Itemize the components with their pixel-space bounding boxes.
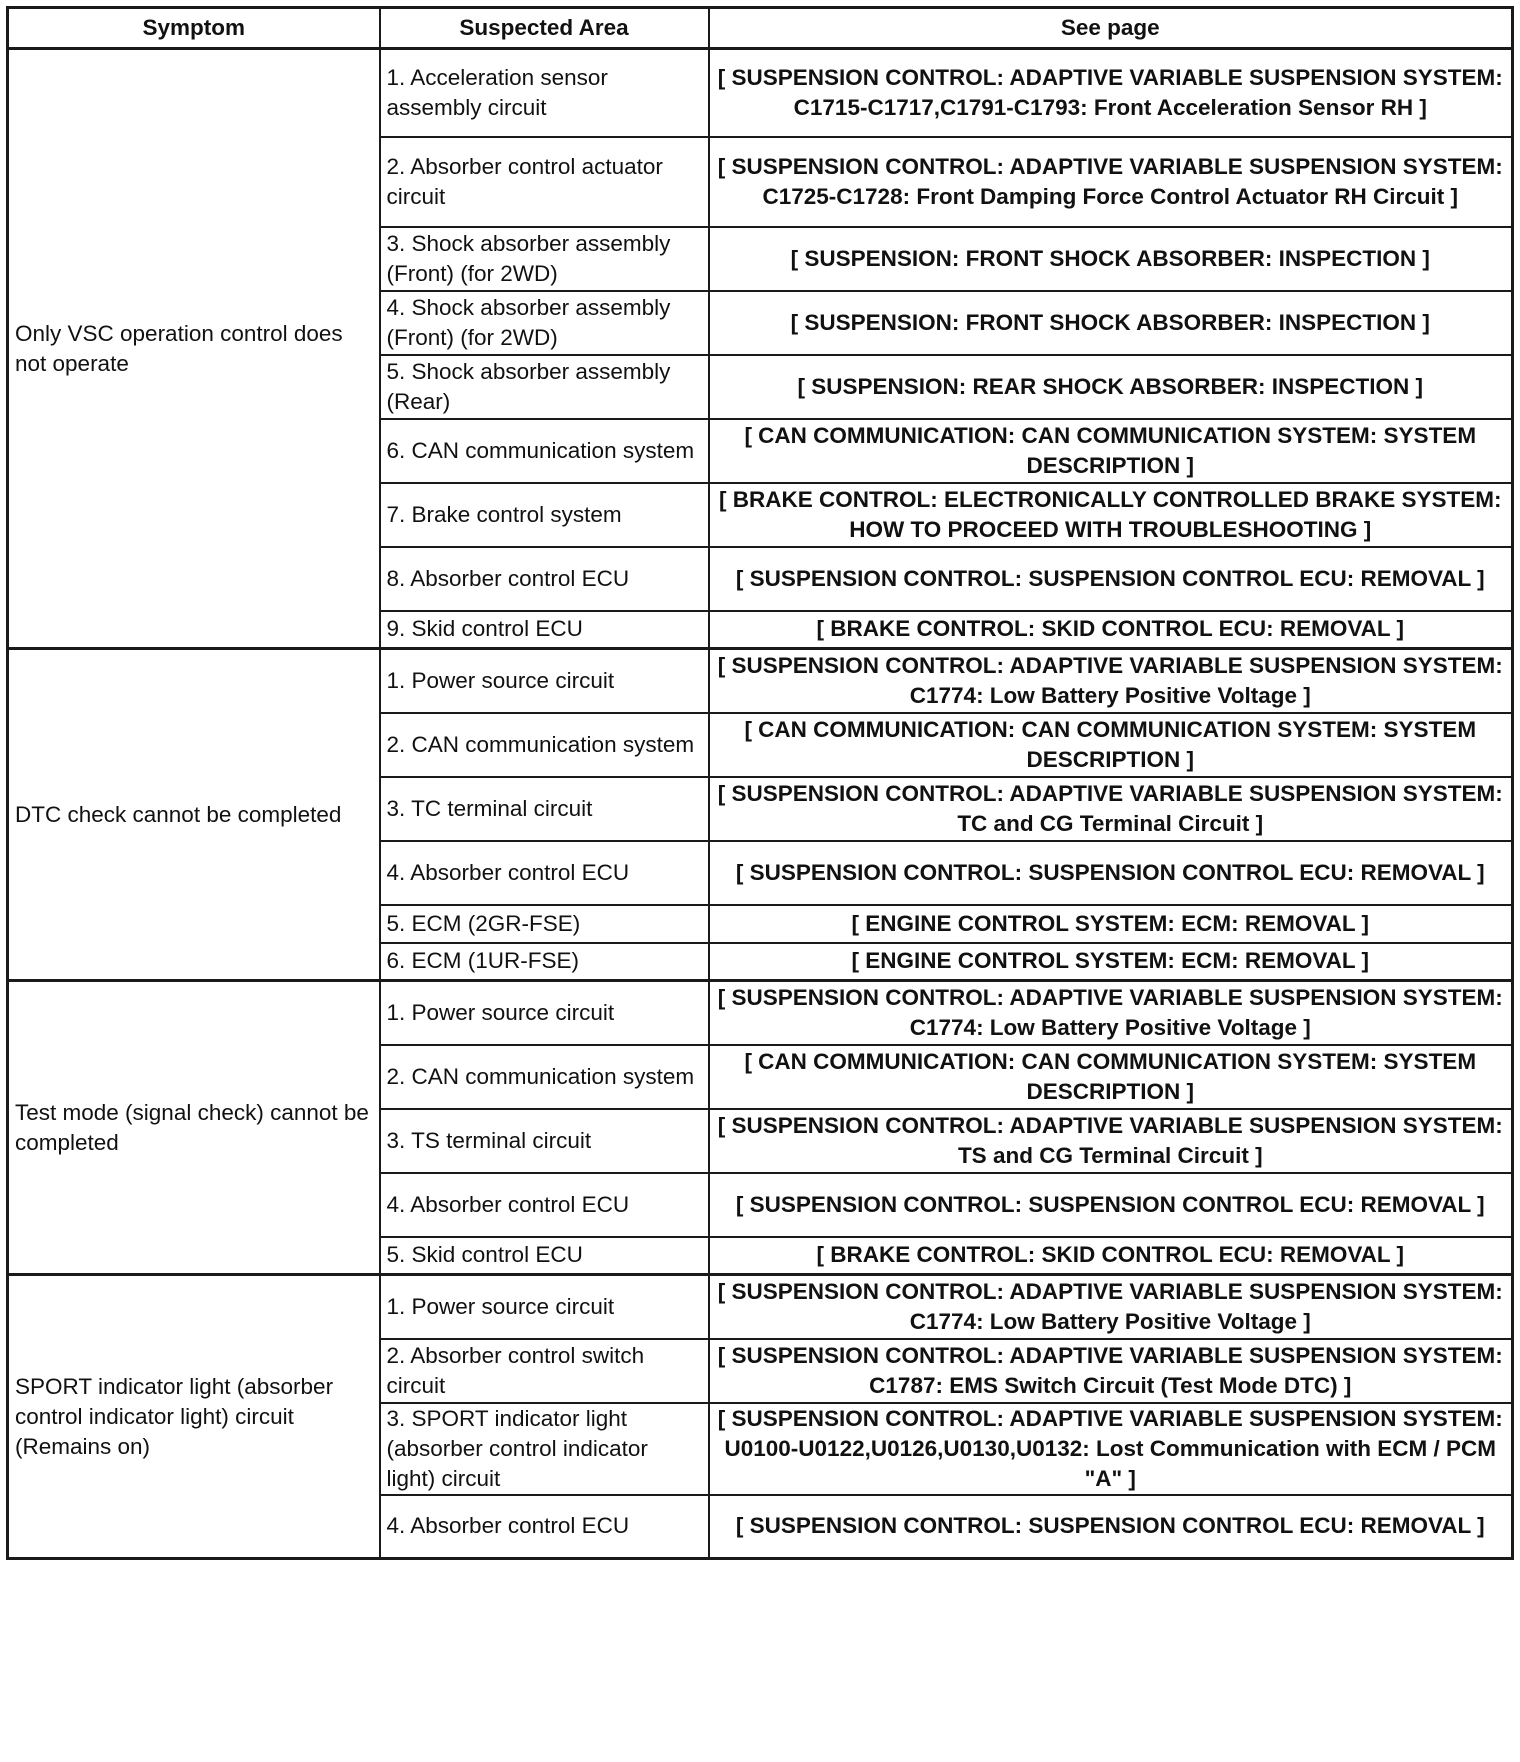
symptom-cell: DTC check cannot be completed [8, 649, 380, 981]
problem-symptoms-table [6, 6, 1514, 1560]
suspected-area-cell: 3. TS terminal circuit [380, 1109, 709, 1173]
symptom-group [8, 49, 1513, 649]
see-page-reference: [ SUSPENSION CONTROL: ADAPTIVE VARIABLE SUSPENSION SYSTEM: TC and CG Terminal Circuit ] [709, 777, 1513, 841]
suspected-area-cell: 5. Skid control ECU [380, 1237, 709, 1275]
troubleshooting-table-container [6, 6, 1514, 1560]
see-page-reference: [ SUSPENSION CONTROL: ADAPTIVE VARIABLE SUSPENSION SYSTEM: TS and CG Terminal Circuit ] [709, 1109, 1513, 1173]
suspected-area-cell: 7. Brake control system [380, 483, 709, 547]
see-page-reference: [ SUSPENSION: FRONT SHOCK ABSORBER: INSPECTION ] [709, 227, 1513, 291]
see-page-reference: [ BRAKE CONTROL: SKID CONTROL ECU: REMOVAL ] [709, 1237, 1513, 1275]
symptom-group [8, 981, 1513, 1275]
suspected-area-cell: 1. Power source circuit [380, 649, 709, 713]
see-page-reference: [ ENGINE CONTROL SYSTEM: ECM: REMOVAL ] [709, 905, 1513, 943]
symptom-group [8, 649, 1513, 981]
suspected-area-cell: 2. Absorber control actuator circuit [380, 137, 709, 227]
header-suspected-area: Suspected Area [380, 8, 709, 49]
see-page-reference: [ SUSPENSION CONTROL: SUSPENSION CONTROL ECU: REMOVAL ] [709, 841, 1513, 905]
see-page-reference: [ ENGINE CONTROL SYSTEM: ECM: REMOVAL ] [709, 943, 1513, 981]
see-page-reference: [ CAN COMMUNICATION: CAN COMMUNICATION SYSTEM: SYSTEM DESCRIPTION ] [709, 1045, 1513, 1109]
see-page-reference: [ SUSPENSION: REAR SHOCK ABSORBER: INSPECTION ] [709, 355, 1513, 419]
suspected-area-cell: 4. Absorber control ECU [380, 1495, 709, 1559]
see-page-reference: [ SUSPENSION CONTROL: ADAPTIVE VARIABLE SUSPENSION SYSTEM: C1774: Low Battery Positive Voltage ] [709, 649, 1513, 713]
suspected-area-cell: 8. Absorber control ECU [380, 547, 709, 611]
suspected-area-cell: 6. CAN communication system [380, 419, 709, 483]
suspected-area-cell: 1. Power source circuit [380, 981, 709, 1045]
table-header-row [8, 8, 1513, 49]
suspected-area-cell: 4. Absorber control ECU [380, 841, 709, 905]
suspected-area-cell: 9. Skid control ECU [380, 611, 709, 649]
see-page-reference: [ SUSPENSION CONTROL: ADAPTIVE VARIABLE SUSPENSION SYSTEM: C1725-C1728: Front Damping Force Control Actuator RH Circuit ] [709, 137, 1513, 227]
suspected-area-cell: 3. Shock absorber assembly (Front) (for 2WD) [380, 227, 709, 291]
table-row [8, 1275, 1513, 1339]
see-page-reference: [ SUSPENSION CONTROL: ADAPTIVE VARIABLE SUSPENSION SYSTEM: U0100-U0122,U0126,U0130,U0132: Lost Communication with ECM / PCM "A" ] [709, 1403, 1513, 1495]
symptom-cell: SPORT indicator light (absorber control indicator light) circuit (Remains on) [8, 1275, 380, 1559]
header-see-page: See page [709, 8, 1513, 49]
suspected-area-cell: 2. CAN communication system [380, 1045, 709, 1109]
see-page-reference: [ BRAKE CONTROL: ELECTRONICALLY CONTROLLED BRAKE SYSTEM: HOW TO PROCEED WITH TROUBLESHOOTING ] [709, 483, 1513, 547]
see-page-reference: [ SUSPENSION CONTROL: SUSPENSION CONTROL ECU: REMOVAL ] [709, 1495, 1513, 1559]
see-page-reference: [ CAN COMMUNICATION: CAN COMMUNICATION SYSTEM: SYSTEM DESCRIPTION ] [709, 713, 1513, 777]
suspected-area-cell: 3. SPORT indicator light (absorber control indicator light) circuit [380, 1403, 709, 1495]
symptom-cell: Only VSC operation control does not operate [8, 49, 380, 649]
see-page-reference: [ SUSPENSION CONTROL: ADAPTIVE VARIABLE SUSPENSION SYSTEM: C1774: Low Battery Positive Voltage ] [709, 1275, 1513, 1339]
suspected-area-cell: 2. Absorber control switch circuit [380, 1339, 709, 1403]
suspected-area-cell: 1. Acceleration sensor assembly circuit [380, 49, 709, 137]
see-page-reference: [ SUSPENSION CONTROL: SUSPENSION CONTROL ECU: REMOVAL ] [709, 1173, 1513, 1237]
see-page-reference: [ SUSPENSION CONTROL: ADAPTIVE VARIABLE SUSPENSION SYSTEM: C1787: EMS Switch Circuit (Test Mode DTC) ] [709, 1339, 1513, 1403]
see-page-reference: [ SUSPENSION CONTROL: ADAPTIVE VARIABLE SUSPENSION SYSTEM: C1715-C1717,C1791-C1793: Front Acceleration Sensor RH ] [709, 49, 1513, 137]
table-row [8, 981, 1513, 1045]
suspected-area-cell: 2. CAN communication system [380, 713, 709, 777]
see-page-reference: [ BRAKE CONTROL: SKID CONTROL ECU: REMOVAL ] [709, 611, 1513, 649]
header-symptom: Symptom [8, 8, 380, 49]
table-row [8, 49, 1513, 137]
see-page-reference: [ SUSPENSION CONTROL: SUSPENSION CONTROL ECU: REMOVAL ] [709, 547, 1513, 611]
suspected-area-cell: 6. ECM (1UR-FSE) [380, 943, 709, 981]
see-page-reference: [ SUSPENSION: FRONT SHOCK ABSORBER: INSPECTION ] [709, 291, 1513, 355]
suspected-area-cell: 5. ECM (2GR-FSE) [380, 905, 709, 943]
symptom-cell: Test mode (signal check) cannot be completed [8, 981, 380, 1275]
see-page-reference: [ CAN COMMUNICATION: CAN COMMUNICATION SYSTEM: SYSTEM DESCRIPTION ] [709, 419, 1513, 483]
suspected-area-cell: 1. Power source circuit [380, 1275, 709, 1339]
table-row [8, 649, 1513, 713]
suspected-area-cell: 5. Shock absorber assembly (Rear) [380, 355, 709, 419]
suspected-area-cell: 4. Shock absorber assembly (Front) (for 2WD) [380, 291, 709, 355]
see-page-reference: [ SUSPENSION CONTROL: ADAPTIVE VARIABLE SUSPENSION SYSTEM: C1774: Low Battery Positive Voltage ] [709, 981, 1513, 1045]
suspected-area-cell: 3. TC terminal circuit [380, 777, 709, 841]
suspected-area-cell: 4. Absorber control ECU [380, 1173, 709, 1237]
symptom-group [8, 1275, 1513, 1559]
